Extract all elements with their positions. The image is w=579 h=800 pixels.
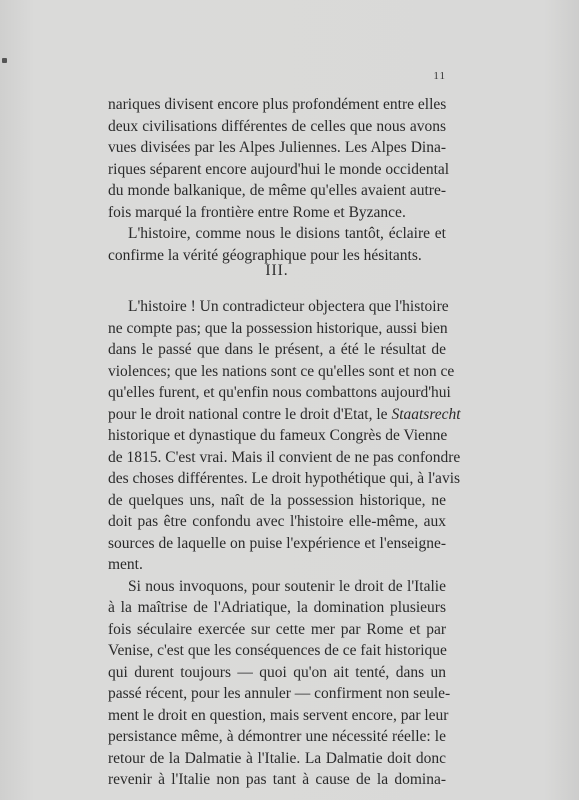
text-line: nariques divisent encore plus profondément entre elles (108, 96, 447, 113)
text-line: dans le passé que dans le présent, a été le résultat de (108, 341, 446, 358)
section-heading: III. (265, 262, 289, 279)
text-fragment: pour le droit national contre le droit d'Etat, le (108, 405, 388, 423)
italic-term: Staatsrecht (391, 405, 461, 423)
page-number: 11 (433, 70, 446, 82)
text-line: fois marqué la frontière entre Rome et Byzance. (108, 203, 406, 221)
text-line: sources de laquelle on puise l'expérience et l'enseigne- (108, 534, 446, 552)
text-line: qui durent toujours — quoi qu'on ait tenté, dans un (108, 663, 446, 681)
text-line: ment. (108, 556, 143, 573)
text-line: violences; que les nations sont ce qu'elles sont et non ce (108, 362, 455, 380)
text-line: persistance même, à démontrer une nécessité réelle: le (108, 728, 446, 745)
text-line: vues divisées par les Alpes Juliennes. Les Alpes Dina- (108, 139, 446, 156)
text-line: de quelques uns, naît de la possession historique, ne (108, 491, 446, 509)
text-line: L'histoire ! Un contradicteur objectera que l'histoire (128, 298, 449, 315)
text-line: Si nous invoquons, pour soutenir le droit de l'Italie (128, 577, 446, 595)
text-line: qu'elles furent, et qu'enfin nous combattons aujourd'hui (108, 384, 451, 401)
text-line: deux civilisations différentes de celles que nous avons (108, 117, 446, 135)
text-line: de 1815. C'est vrai. Mais il convient de ne pas confondre (108, 448, 461, 466)
text-line: du monde balkanique, de même qu'elles avaient autre- (108, 182, 446, 199)
text-line: doit pas être confondu avec l'histoire elle-même, aux (108, 513, 446, 530)
text-line: passé récent, pour les annuler — confirment non seule- (108, 685, 451, 702)
text-line: L'histoire, comme nous le disions tantôt, éclaire et (128, 225, 446, 242)
text-line: des choses différentes. Le droit hypothétique qui, à l'avis (108, 470, 461, 487)
text-line: historique et dynastique du fameux Congrès de Vienne (108, 427, 448, 444)
section-2-text (108, 296, 461, 791)
text-line: fois séculaire exercée sur cette mer par Rome et par (108, 620, 446, 638)
text-line: revenir à l'Italie non pas tant à cause de la domina- (108, 771, 446, 788)
text-line: ne compte pas; que la possession historique, aussi bien (108, 319, 448, 337)
text-line: riques séparent encore aujourd'hui le monde occidental (108, 160, 450, 178)
text-line: Venise, c'est que les conséquences de ce fait historique (108, 642, 447, 659)
section-1-text (108, 94, 450, 266)
text-line-with-italic (108, 404, 461, 426)
text-line: confirme la vérité géographique pour les hésitants. (108, 246, 422, 264)
text-line: ment le droit en question, mais servent encore, par leur (108, 706, 449, 724)
text-line: retour de la Dalmatie à l'Italie. La Dalmatie doit donc (108, 749, 446, 767)
scan-edge-mark (2, 58, 7, 63)
text-line: à la maîtrise de l'Adriatique, la domination plusieurs (108, 599, 446, 616)
